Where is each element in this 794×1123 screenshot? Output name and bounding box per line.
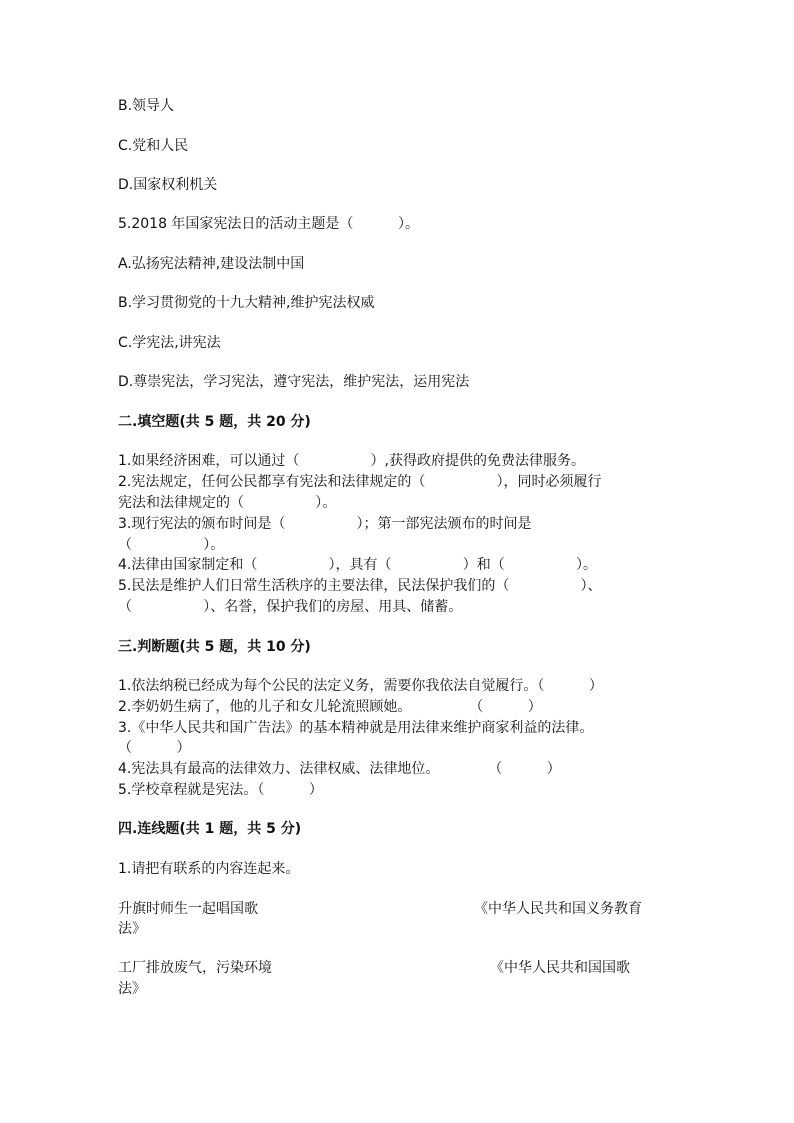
section4-title: 四.连线题(共 1 题，共 5 分) bbox=[118, 821, 302, 837]
q5-option-a: A.弘扬宪法精神,建设法制中国 bbox=[118, 256, 305, 272]
judge-item: 1.依法纳税已经成为每个公民的法定义务，需要你我依法自觉履行。（ ） bbox=[118, 678, 603, 694]
match-right-item: 《中华人民共和国义务教育 bbox=[474, 901, 642, 917]
judge-item: （ ） bbox=[118, 740, 191, 756]
q5-stem: 5.2018 年国家宪法日的活动主题是（ ）。 bbox=[118, 216, 419, 232]
judge-item: 2.李奶奶生病了，他的儿子和女儿轮流照顾她。 （ ） bbox=[118, 699, 542, 715]
fill-item: 3.现行宪法的颁布时间是（ ）；第一部宪法颁布的时间是 bbox=[118, 516, 532, 532]
fill-item: 宪法和法律规定的（ ）。 bbox=[118, 495, 337, 511]
q4-option-d: D.国家权利机关 bbox=[118, 177, 218, 193]
judge-item: 5.学校章程就是宪法。（ ） bbox=[118, 782, 323, 798]
fill-item: 2.宪法规定，任何公民都享有宪法和法律规定的（ ），同时必须履行 bbox=[118, 474, 602, 490]
section2-title: 二.填空题(共 5 题，共 20 分) bbox=[118, 414, 311, 430]
match-left-item: 工厂排放废气，污染环境 bbox=[118, 960, 272, 976]
section3-title: 三.判断题(共 5 题，共 10 分) bbox=[118, 639, 311, 655]
match-left-item: 升旗时师生一起唱国歌 bbox=[118, 901, 258, 917]
fill-item: 1.如果经济困难，可以通过（ ）,获得政府提供的免费法律服务。 bbox=[118, 453, 586, 469]
match-right-item: 《中华人民共和国国歌 bbox=[490, 960, 630, 976]
fill-item: 4.法律由国家制定和（ ），具有（ ）和（ ）。 bbox=[118, 557, 597, 573]
q5-option-b: B.学习贯彻党的十九大精神,维护宪法权威 bbox=[118, 295, 375, 311]
q4-option-c: C.党和人民 bbox=[118, 138, 189, 154]
match-right-item-wrap: 法》 bbox=[118, 921, 146, 937]
match-right-item-wrap: 法》 bbox=[118, 981, 146, 997]
judge-item: 4.宪法具有最高的法律效力、法律权威、法律地位。 （ ） bbox=[118, 761, 561, 777]
fill-item: （ ）、名誉，保护我们的房屋、用具、储蓄。 bbox=[118, 599, 463, 615]
fill-item: （ ）。 bbox=[118, 537, 225, 553]
q5-option-c: C.学宪法,讲宪法 bbox=[118, 335, 221, 351]
matching-instruction: 1.请把有联系的内容连起来。 bbox=[118, 861, 300, 877]
q5-option-d: D.尊崇宪法，学习宪法，遵守宪法，维护宪法，运用宪法 bbox=[118, 374, 470, 390]
judge-item: 3.《中华人民共和国广告法》的基本精神就是用法律来维护商家利益的法律。 bbox=[118, 720, 594, 736]
q4-option-b: B.领导人 bbox=[118, 98, 175, 114]
fill-item: 5.民法是维护人们日常生活秩序的主要法律，民法保护我们的（ ）、 bbox=[118, 578, 602, 594]
